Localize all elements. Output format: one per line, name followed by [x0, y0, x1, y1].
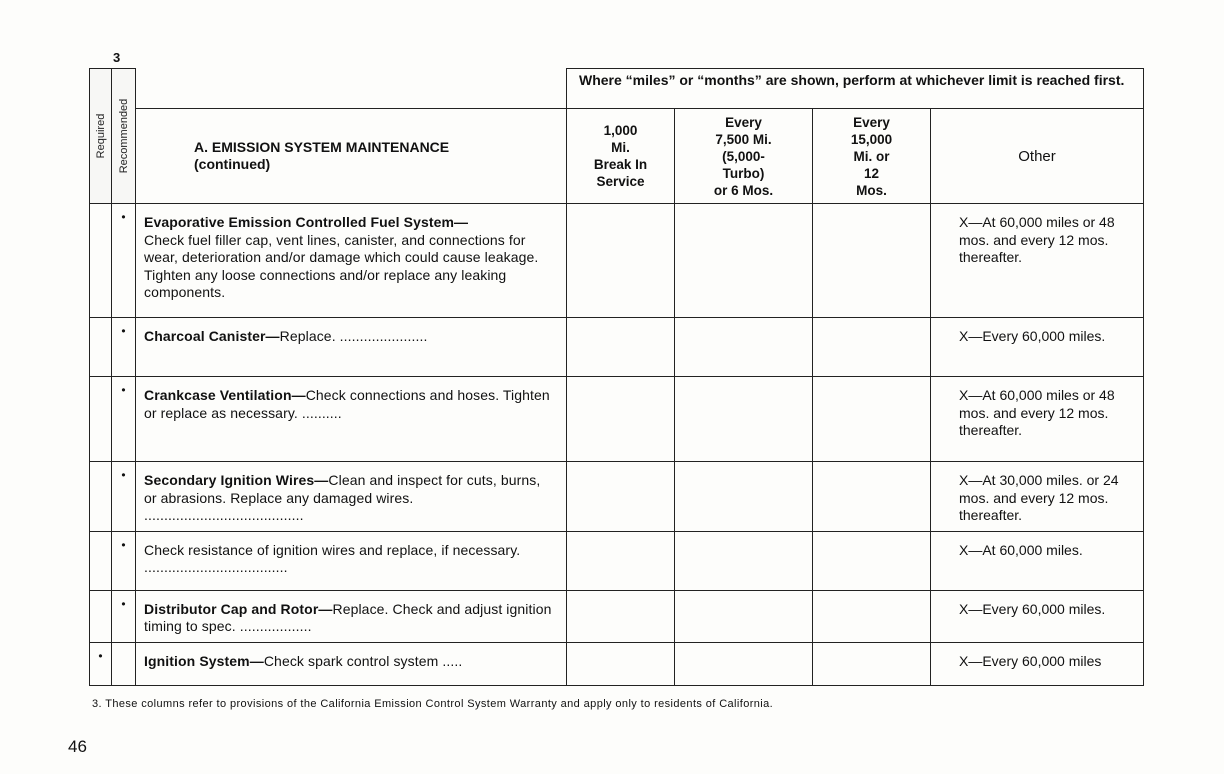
cell-15000	[813, 204, 931, 318]
row-other: X—At 60,000 miles.	[931, 531, 1144, 590]
col-1000-mi	[567, 109, 675, 204]
page-number: 46	[68, 737, 87, 756]
cell-7500	[675, 204, 813, 318]
recommended-column-header	[112, 69, 136, 204]
row-text: Check spark control system .....	[263, 652, 463, 669]
col-text: Mos.	[856, 182, 887, 198]
cell-7500	[675, 318, 813, 377]
cell-15000	[813, 462, 931, 532]
cell-1000	[567, 204, 675, 318]
section-title-line1: A. EMISSION SYSTEM MAINTENANCE	[194, 139, 450, 155]
row-other: X—Every 60,000 miles.	[931, 318, 1144, 377]
row-text: Replace. Check and adjust ignition timing to spec. ..................	[144, 600, 552, 634]
cell-1000	[567, 318, 675, 377]
table-row	[90, 204, 1144, 318]
row-other: X—At 60,000 miles or 48 mos. and every 12 mos. thereafter.	[931, 204, 1144, 318]
required-mark	[90, 590, 112, 642]
row-description	[136, 204, 567, 318]
col-text: 15,000	[850, 131, 893, 147]
col-text: Turbo)	[722, 165, 765, 181]
table-row	[90, 531, 1144, 590]
footnote: 3. These columns refer to provisions of the California Emission Control System Warranty and apply only to residents of California.	[92, 698, 774, 710]
cell-7500	[675, 590, 813, 642]
required-mark	[90, 377, 112, 462]
col-text: 7,500 Mi.	[715, 131, 772, 147]
table-row	[90, 318, 1144, 377]
cell-15000	[813, 531, 931, 590]
row-title: Charcoal Canister—	[144, 328, 280, 344]
table-row	[90, 377, 1144, 462]
row-description	[136, 318, 567, 377]
header-row	[90, 109, 1144, 204]
required-mark	[90, 318, 112, 377]
row-text: Check fuel filler cap, vent lines, canister, and connections for wear, deterioration and/or damage which could cause leakage. Tighten any loose connections and/or replace any leaking components.	[144, 231, 539, 300]
col-text: Every	[853, 114, 890, 130]
recommended-mark	[112, 642, 136, 685]
section-title	[136, 109, 567, 204]
cell-7500	[675, 531, 813, 590]
header-row-top	[90, 69, 1144, 109]
cell-1000	[567, 462, 675, 532]
row-title: Secondary Ignition Wires—	[144, 472, 329, 488]
row-description	[136, 531, 567, 590]
col-text: or 6 Mos.	[713, 182, 774, 198]
required-mark: •	[90, 642, 112, 685]
col-7500-mi	[675, 109, 813, 204]
recommended-mark: •	[112, 590, 136, 642]
row-title: Ignition System—	[144, 652, 264, 669]
required-mark	[90, 462, 112, 532]
cell-15000	[813, 318, 931, 377]
col-text: Every	[725, 114, 762, 130]
cell-1000	[567, 377, 675, 462]
cell-15000	[813, 377, 931, 462]
row-other: X—Every 60,000 miles	[931, 642, 1144, 685]
col-text: Break In	[593, 157, 648, 172]
required-mark	[90, 531, 112, 590]
recommended-mark: •	[112, 377, 136, 462]
row-text: Check connections and hoses. Tighten or replace as necessary. ..........	[144, 387, 550, 421]
row-text: Check resistance of ignition wires and replace, if necessary. ....................................	[144, 541, 521, 575]
row-text: Replace. ......................	[279, 328, 428, 344]
col-15000-mi	[813, 109, 931, 204]
recommended-mark: •	[112, 531, 136, 590]
cell-1000	[567, 642, 675, 685]
cell-7500	[675, 377, 813, 462]
col-text: 12	[863, 165, 880, 181]
recommended-label: Recommended	[117, 98, 130, 174]
recommended-mark: •	[112, 318, 136, 377]
row-title: Crankcase Ventilation—	[144, 387, 306, 403]
required-label: Required	[94, 113, 107, 159]
recommended-mark: •	[112, 462, 136, 532]
cell-1000	[567, 590, 675, 642]
cell-15000	[813, 642, 931, 685]
interval-header: Where “miles” or “months” are shown, perform at whichever limit is reached first.	[567, 69, 1144, 109]
row-description	[136, 462, 567, 532]
table-row	[90, 642, 1144, 685]
table-row	[90, 462, 1144, 532]
recommended-mark: •	[112, 204, 136, 318]
section-title-line2: (continued)	[194, 156, 271, 172]
row-title: Evaporative Emission Controlled Fuel System—	[144, 214, 469, 230]
maintenance-table	[89, 68, 1144, 686]
row-description	[136, 377, 567, 462]
required-mark	[90, 204, 112, 318]
row-other: X—Every 60,000 miles.	[931, 590, 1144, 642]
col-text: Service	[596, 174, 645, 189]
row-text: Clean and inspect for cuts, burns, or abrasions. Replace any damaged wires. ........................................	[144, 472, 541, 523]
row-other: X—At 60,000 miles or 48 mos. and every 12 mos. thereafter.	[931, 377, 1144, 462]
cell-7500	[675, 462, 813, 532]
row-title: Distributor Cap and Rotor—	[144, 600, 333, 617]
row-description	[136, 642, 567, 685]
col-text: 1,000	[603, 123, 638, 138]
col-text: (5,000-	[722, 148, 765, 164]
col-text: Mi.	[611, 140, 630, 155]
table-row	[90, 590, 1144, 642]
cell-15000	[813, 590, 931, 642]
col-text: Mi. or	[853, 148, 890, 164]
row-other: X—At 30,000 miles. or 24 mos. and every 12 mos. thereafter.	[931, 462, 1144, 532]
cell-1000	[567, 531, 675, 590]
footnote-marker: 3	[113, 50, 121, 65]
header-blank	[136, 69, 567, 109]
col-other: Other	[931, 109, 1144, 204]
required-column-header	[90, 69, 112, 204]
row-description	[136, 590, 567, 642]
cell-7500	[675, 642, 813, 685]
